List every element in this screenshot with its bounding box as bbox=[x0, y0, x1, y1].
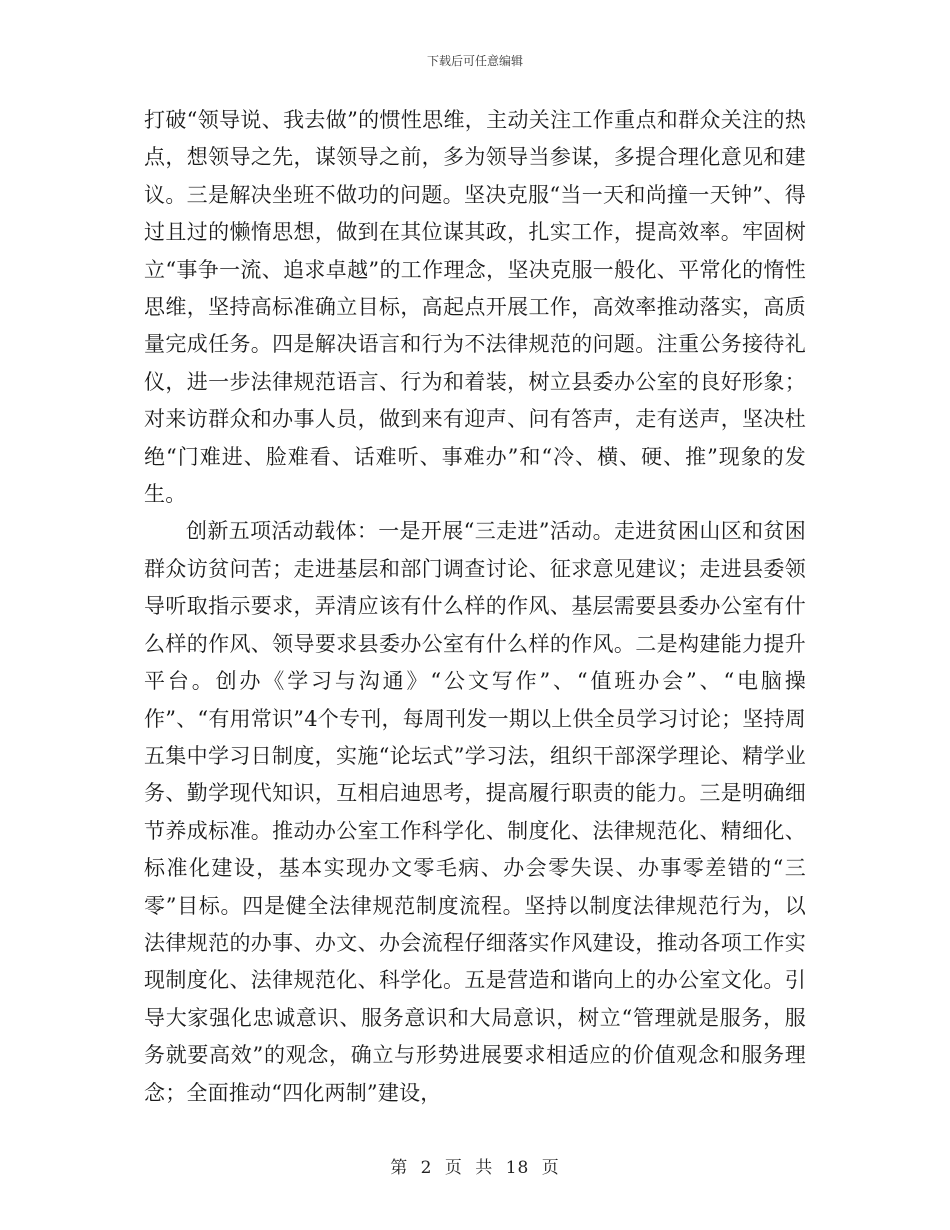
paragraph-continuation: 打破“领导说、我去做”的惯性思维，主动关注工作重点和群众关注的热点，想领导之先，谋领导之前，多为领导当参谋，多提合理化意见和建议。三是解决坐班不做功的问题。坚决克服“当一天和尚撞一天钟”、得过且过的懒惰思想，做到在其位谋其政，扎实工作，提高效率。牢固树立“事争一流、追求卓越”的工作理念，坚决克服一般化、平常化的惰性思维，坚持高标准确立目标，高起点开展工作，高效率推动落实，高质量完成任务。四是解决语言和行为不法律规范的问题。注重公务接待礼仪，进一步法律规范语言、行为和着装，树立县委办公室的良好形象；对来访群众和办事人员，做到来有迎声、问有答声，走有送声，坚决杜绝“门难进、脸难看、话难听、事难办”和“冷、横、硬、推”现象的发生。 bbox=[144, 108, 806, 507]
page-header-note: 下载后可任意编辑 bbox=[426, 54, 523, 68]
page-number: 第 2 页 共 18 页 bbox=[390, 1158, 560, 1178]
document-body bbox=[144, 102, 806, 1112]
paragraph-activities: 创新五项活动载体：一是开展“三走进”活动。走进贫困山区和贫困群众访贫问苦；走进基层和部门调查讨论、征求意见建议；走进县委领导听取指示要求，弄清应该有什么样的作风、基层需要县委办公室有什么样的作风、领导要求县委办公室有什么样的作风。二是构建能力提升平台。创办《学习与沟通》“公文写作”、“值班办会”、“电脑操作”、“有用常识”4个专刊，每周刊发一期以上供全员学习讨论；坚持周五集中学习日制度，实施“论坛式”学习法，组织干部深学理论、精学业务、勤学现代知识，互相启迪思考，提高履行职责的能力。三是明确细节养成标准。推动办公室工作科学化、制度化、法律规范化、精细化、标准化建设，基本实现办文零毛病、办会零失误、办事零差错的“三零”目标。四是健全法律规范制度流程。坚持以制度法律规范行为，以法律规范的办事、办文、办会流程仔细落实作风建设，推动各项工作实现制度化、法律规范化、科学化。五是营造和谐向上的办公室文化。引导大家强化忠诚意识、服务意识和大局意识，树立“管理就是服务，服务就要高效”的观念，确立与形势进展要求相适应的价值观念和服务理念；全面推动“四化两制”建设， bbox=[144, 519, 806, 1105]
